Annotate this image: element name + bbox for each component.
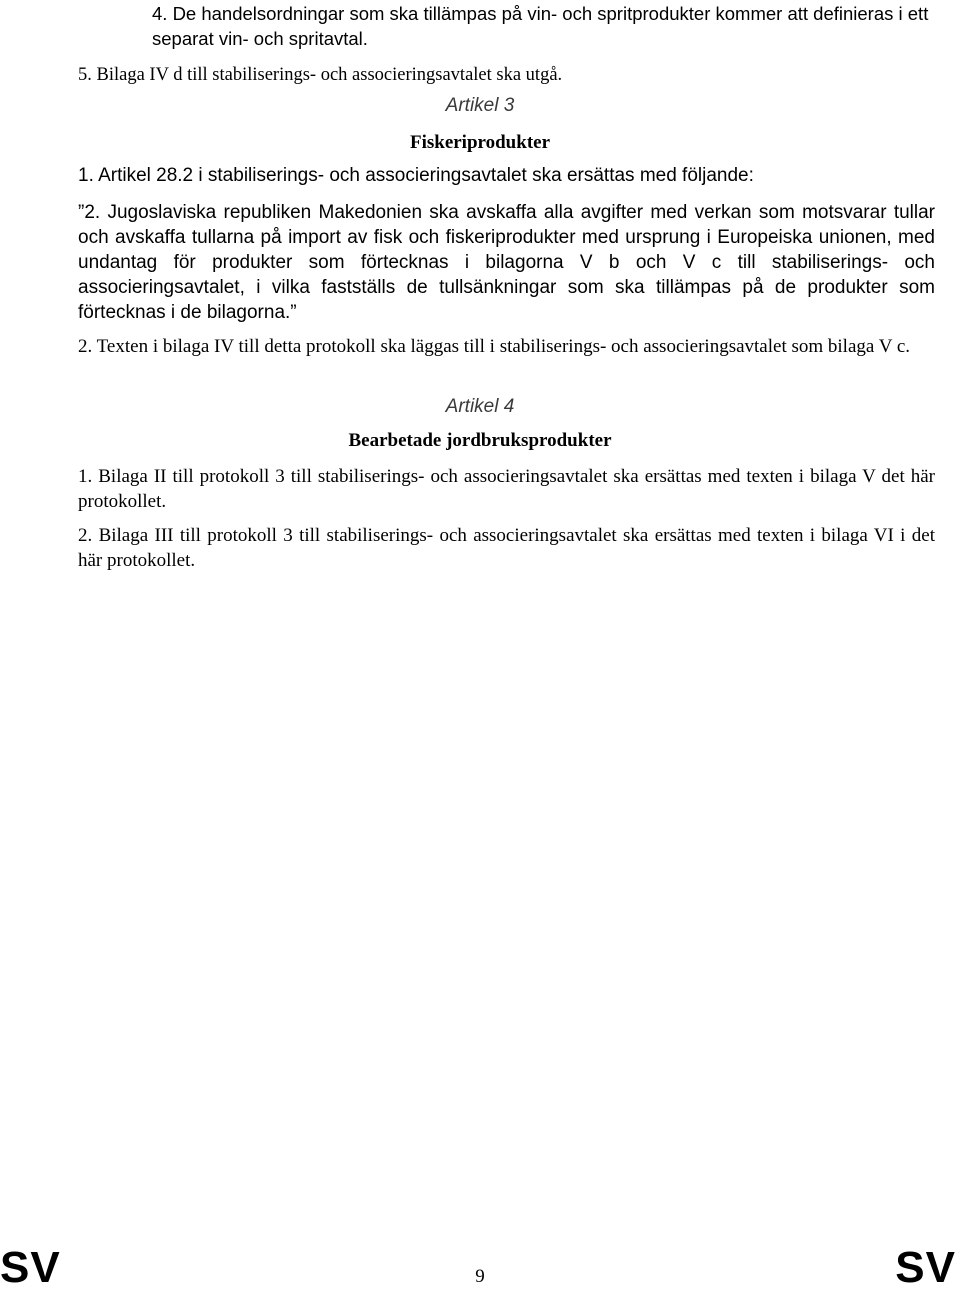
article-3-paragraph-2: ”2. Jugoslaviska republiken Makedonien ska avskaffa alla avgifter med verkan som motsvarar tullar och avskaffa tullarna på import av fisk och fiskeriprodukter med ursprung i Europeiska unionen, med undantag för produkter som förtecknas i bilagorna V b och V c till stabiliserings- och associeringsavtalet, i vilka fastställs de tullsänkningar som ska tillämpas på de produkter som förtecknas i de bilagorna.” xyxy=(78,202,935,323)
paragraph-item-4: 4. De handelsordningar som ska tillämpas på vin- och spritprodukter kommer att definieras i ett separat vin- och spritavtal. xyxy=(152,3,929,49)
article-3-paragraph-1: 1. Artikel 28.2 i stabiliserings- och associeringsavtalet ska ersättas med följande: xyxy=(78,165,754,186)
article-4-paragraph-2: 2. Bilaga III till protokoll 3 till stabiliserings- och associeringsavtalet ska ersättas med texten i bilaga VI i det här protokollet. xyxy=(78,525,935,571)
article-4-label: Artikel 4 xyxy=(445,396,515,417)
article-4-paragraph-1: 1. Bilaga II till protokoll 3 till stabiliserings- och associeringsavtalet ska ersättas med texten i bilaga V det här protokollet. xyxy=(78,466,935,512)
article-4-title: Bearbetade jordbruksprodukter xyxy=(348,430,612,451)
article-3-paragraph-3: 2. Texten i bilaga IV till detta protokoll ska läggas till i stabiliserings- och associeringsavtalet som bilaga V c. xyxy=(78,336,911,357)
article-3-label: Artikel 3 xyxy=(445,95,515,116)
page-number: 9 xyxy=(475,1266,485,1287)
footer-language-code-left: SV xyxy=(0,1243,61,1292)
footer-language-code-right: SV xyxy=(895,1243,956,1292)
article-3-title: Fiskeriprodukter xyxy=(409,132,551,153)
paragraph-item-5: 5. Bilaga IV d till stabiliserings- och associeringsavtalet ska utgå. xyxy=(78,65,563,85)
